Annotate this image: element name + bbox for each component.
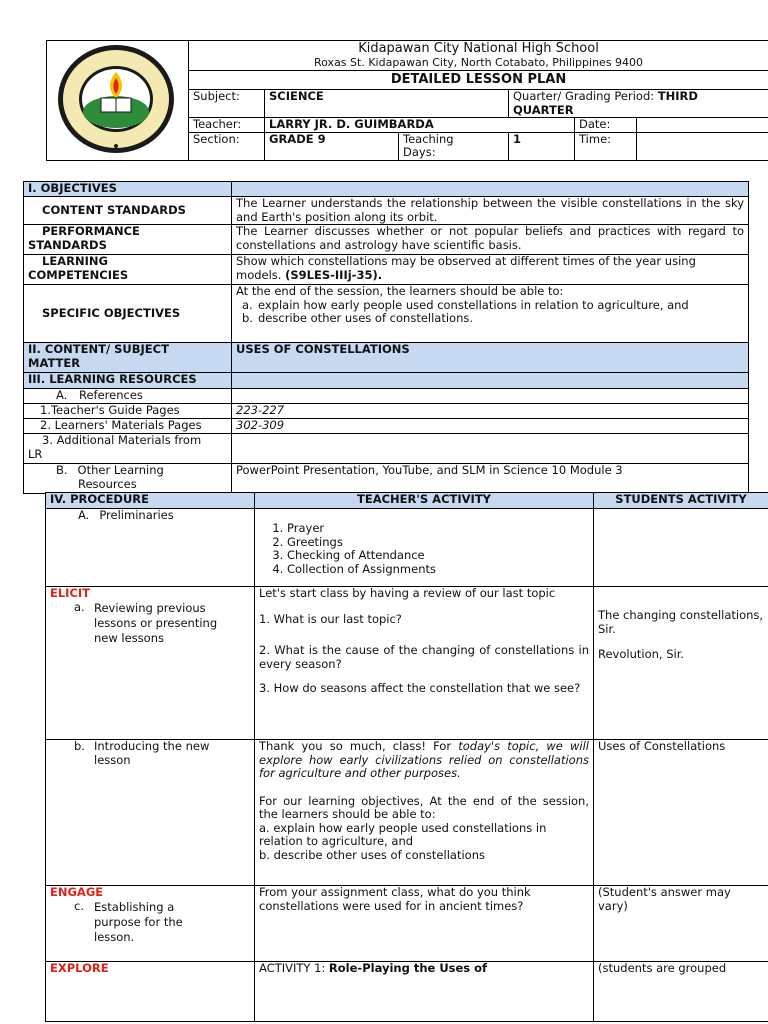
references-letter: A. <box>56 388 68 402</box>
students-activity-heading: STUDENTS ACTIVITY <box>594 493 768 509</box>
elicit-label: ELICIT <box>50 586 91 600</box>
quarter-value-1: THIRD <box>657 89 698 103</box>
other-resources-value: PowerPoint Presentation, YouTube, and SLM in Science 10 Module 3 <box>232 464 749 494</box>
engage-student: (Student's answer may vary) <box>594 886 768 962</box>
section-value: GRADE 9 <box>265 132 399 160</box>
time-label: Time: <box>575 132 637 160</box>
lm-value: 302-309 <box>232 419 749 434</box>
list-item: 1. Prayer <box>287 522 589 536</box>
engage-sub <box>50 900 250 945</box>
elicit-sub <box>50 601 250 646</box>
doc-title: DETAILED LESSON PLAN <box>189 71 768 90</box>
specific-objectives-cell <box>232 285 749 343</box>
intro-teacher-cell <box>255 740 594 886</box>
intro-sub <box>50 740 250 767</box>
explore-label: EXPLORE <box>46 962 255 1022</box>
quarter-cell <box>509 90 768 118</box>
procedure-heading: IV. PROCEDURE <box>46 493 255 509</box>
intro-objectives: For our learning objectives, At the end of the session, the learners should be able to: <box>259 793 589 821</box>
elicit-question-1: 1. What is our last topic? <box>259 611 402 626</box>
content-heading-2: MATTER <box>28 355 81 370</box>
engage-sub-label: Establishing a purpose for the lesson. <box>94 899 183 944</box>
content-standards-text: The Learner understands the relationship between the visible constellations in the sky and Earth's position along its orbit. <box>232 197 749 225</box>
specific-objective-item: b. describe other uses of constellations. <box>242 311 474 325</box>
additional-label-1: 3. Additional Materials from <box>42 433 202 447</box>
competencies-text-cell <box>232 255 749 285</box>
objectives-heading: I. OBJECTIVES <box>24 182 232 197</box>
references-label-cell <box>24 389 232 404</box>
content-value: USES OF CONSTELLATIONS <box>232 343 749 373</box>
intro-objective-a: a. explain how early people used constellations in relation to agriculture, and <box>259 820 547 848</box>
teacher-value: LARRY JR. D. GUIMBARDA <box>265 118 575 133</box>
intro-objective-b: b. describe other uses of constellations <box>259 847 485 862</box>
date-label: Date: <box>575 118 637 133</box>
preliminaries-text: Preliminaries <box>99 508 174 522</box>
competencies-label-1: LEARNING <box>42 254 108 268</box>
teacher-activity-heading: TEACHER'S ACTIVITY <box>255 493 594 509</box>
additional-label-2: LR <box>28 446 43 461</box>
other-resources-label-1: Other Learning <box>77 463 164 477</box>
engage-label: ENGAGE <box>50 885 104 899</box>
elicit-label-cell <box>46 587 255 740</box>
teaching-days-label-2: Days: <box>403 145 436 159</box>
school-info-cell <box>189 41 768 71</box>
other-resources-label-2: Resources <box>78 476 137 491</box>
resources-heading-blank <box>232 373 749 389</box>
date-value <box>637 118 768 133</box>
school-name: Kidapawan City National High School <box>358 41 599 56</box>
intro-text: Thank you so much, class! For today's topic, we will explore how early civilizations relied on constellations for agriculture and other purposes. <box>259 739 589 780</box>
tg-label: 1.Teacher's Guide Pages <box>24 404 232 419</box>
procedure-table <box>45 492 768 1022</box>
preliminaries-label <box>46 509 255 587</box>
subject-label: Subject: <box>189 90 265 118</box>
specific-objective-item: a. explain how early people used constellations in relation to agriculture, and <box>242 297 689 312</box>
content-heading-1: II. CONTENT/ SUBJECT <box>28 342 169 356</box>
tg-value: 223-227 <box>232 404 749 419</box>
specific-objectives-intro: At the end of the session, the learners should be able to: <box>236 284 564 298</box>
objectives-table <box>23 181 749 494</box>
time-value <box>637 132 768 160</box>
competencies-label-2: COMPETENCIES <box>28 267 129 282</box>
section-label: Section: <box>189 132 265 160</box>
teacher-label: Teacher: <box>189 118 265 133</box>
teaching-days-value: 1 <box>509 132 575 160</box>
other-resources-label <box>24 464 232 494</box>
content-standards-label: CONTENT STANDARDS <box>24 197 232 225</box>
objectives-heading-blank <box>232 182 749 197</box>
lm-label: 2. Learners' Materials Pages <box>24 419 232 434</box>
elicit-answer-2: Revolution, Sir. <box>598 647 685 661</box>
engage-label-cell <box>46 886 255 962</box>
content-heading <box>24 343 232 373</box>
performance-label-2: STANDARDS <box>28 237 107 252</box>
seal-cell <box>47 41 189 161</box>
elicit-answer-1: The changing constellations, Sir. <box>598 608 764 636</box>
elicit-question-3: 3. How do seasons affect the constellation that we see? <box>259 681 581 695</box>
additional-value <box>232 434 749 464</box>
competencies-code: (S9LES-IIIj-35). <box>285 267 383 282</box>
resources-heading: III. LEARNING RESOURCES <box>24 373 232 389</box>
teaching-days-label-1: Teaching <box>403 132 454 146</box>
references-value <box>232 389 749 404</box>
competencies-text: Show which constellations may be observed at different times of the year using models. <box>236 254 696 282</box>
quarter-value-2: QUARTER <box>513 102 574 117</box>
intro-student: Uses of Constellations <box>594 740 768 886</box>
elicit-student-cell <box>594 587 768 740</box>
teaching-days-label <box>399 132 509 160</box>
performance-label-1: PERFORMANCE <box>42 224 140 238</box>
intro-label-cell <box>46 740 255 886</box>
elicit-sub-letter: a. <box>74 599 85 614</box>
subject-value: SCIENCE <box>265 90 509 118</box>
intro-letter: b. <box>74 739 85 753</box>
header-table <box>46 40 768 161</box>
list-item: 3. Checking of Attendance <box>287 549 589 563</box>
explore-student: (students are grouped <box>594 962 768 1022</box>
quarter-label: Quarter/ Grading Period: <box>513 89 658 103</box>
preliminaries-letter: A. <box>78 508 90 522</box>
preliminaries-student <box>594 509 768 587</box>
performance-label <box>24 225 232 255</box>
additional-label <box>24 434 232 464</box>
engage-teacher: From your assignment class, what do you think constellations were used for in ancient times? <box>255 886 594 962</box>
references-label: References <box>78 388 143 402</box>
elicit-intro: Let's start class by having a review of our last topic <box>259 586 556 600</box>
intro-label: Introducing the new lesson <box>94 739 210 767</box>
engage-letter: c. <box>74 898 84 913</box>
elicit-sub-label: Reviewing previous lessons or presenting new lessons <box>94 600 218 645</box>
competencies-label <box>24 255 232 285</box>
list-item: 4. Collection of Assignments <box>287 563 589 577</box>
preliminaries-list <box>259 522 589 576</box>
preliminaries-list-cell <box>255 509 594 587</box>
elicit-question-2: 2. What is the cause of the changing of constellations in every season? <box>259 643 589 671</box>
specific-objectives-label: SPECIFIC OBJECTIVES <box>24 285 232 343</box>
list-item: 2. Greetings <box>287 536 589 550</box>
school-address: Roxas St. Kidapawan City, North Cotabato, Philippines 9400 <box>314 56 644 69</box>
other-resources-letter: B. <box>56 463 68 477</box>
elicit-teacher-cell <box>255 587 594 740</box>
explore-teacher: ACTIVITY 1: Role-Playing the Uses of <box>255 962 594 1022</box>
performance-text: The Learner discusses whether or not popular beliefs and practices with regard to constellations and astrology have scientific basis. <box>232 225 749 255</box>
